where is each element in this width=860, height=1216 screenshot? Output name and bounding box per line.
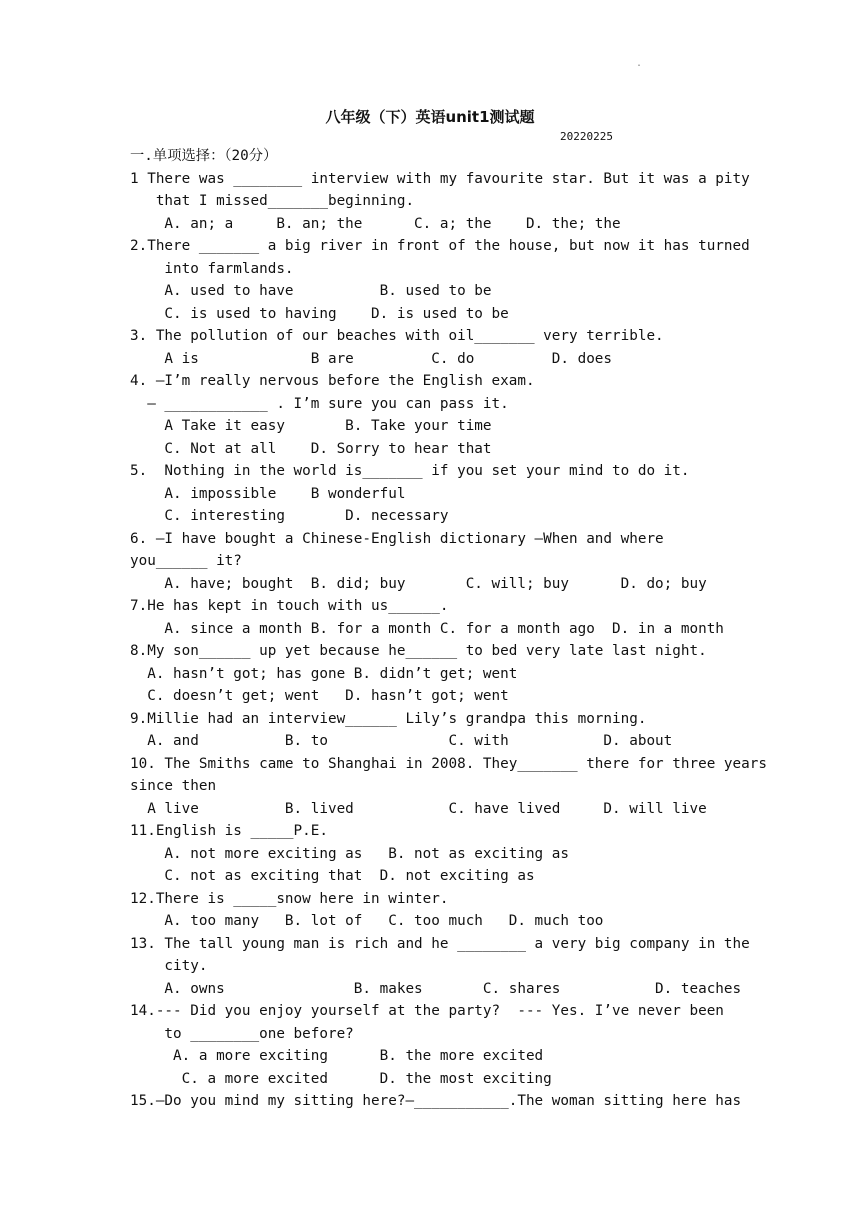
question-line: A live B. lived C. have lived D. will live	[130, 800, 707, 817]
question-line: A. too many B. lot of C. too much D. much too	[130, 913, 604, 929]
question-line: C. Not at all D. Sorry to hear that	[130, 440, 492, 457]
question-line: A. since a month B. for a month C. for a month ago D. in a month	[130, 620, 724, 637]
question-line: 7.He has kept in touch with us______.	[130, 598, 449, 614]
question-line: A. have; bought B. did; buy C. will; buy D. do; buy	[130, 575, 707, 592]
question-line: C. a more excited D. the most exciting	[130, 1070, 552, 1087]
question-line: C. not as exciting that D. not exciting as	[130, 868, 535, 884]
question-line: 1 There was ________ interview with my favourite star. But it was a pity	[130, 170, 750, 187]
question-line: 6. —I have bought a Chinese-English dictionary —When and where	[130, 530, 664, 547]
question-line: A. not more exciting as B. not as exciting as	[130, 845, 569, 862]
question-line: 12.There is _____snow here in winter.	[130, 890, 449, 907]
section-heading: 一.单项选择：（20分）	[130, 148, 278, 164]
question-line: A. a more exciting B. the more excited	[130, 1048, 544, 1064]
question-line: 13. The tall young man is rich and he ________ a very big company in the	[130, 935, 750, 952]
question-line: 14.--- Did you enjoy yourself at the party? --- Yes. I’ve never been	[130, 1003, 724, 1019]
question-line: that I missed_______beginning.	[130, 193, 415, 209]
question-line: A. used to have B. used to be	[130, 283, 492, 299]
question-line: into farmlands.	[130, 260, 294, 277]
question-line: 4. —I’m really nervous before the English exam.	[130, 373, 535, 389]
question-line: A. an; a B. an; the C. a; the D. the; the	[130, 215, 621, 232]
question-line: A is B are C. do D. does	[130, 350, 613, 367]
question-line: — ____________ . I’m sure you can pass it.	[130, 395, 509, 412]
question-line: C. interesting D. necessary	[130, 508, 449, 524]
question-line: 3. The pollution of our beaches with oil_______ very terrible.	[130, 328, 664, 344]
question-line: 9.Millie had an interview______ Lily’s grandpa this morning.	[130, 710, 647, 727]
page-dot: .	[636, 58, 643, 69]
question-line: A. hasn’t got; has gone B. didn’t get; went	[130, 665, 518, 682]
question-lines	[130, 168, 767, 1113]
question-line: C. doesn’t get; went D. hasn’t got; went	[130, 688, 509, 704]
date-label: 20220225	[560, 130, 613, 143]
question-line: A. and B. to C. with D. about	[130, 733, 673, 749]
question-line: city.	[130, 958, 208, 974]
question-line: since then	[130, 778, 217, 794]
question-line: 5. Nothing in the world is_______ if you set your mind to do it.	[130, 463, 690, 479]
question-line: 15.—Do you mind my sitting here?—___________.The woman sitting here has	[130, 1093, 742, 1109]
question-line: 10. The Smiths came to Shanghai in 2008. They_______ there for three years	[130, 755, 767, 772]
question-line: you______ it?	[130, 553, 242, 569]
question-line: 2.There _______ a big river in front of the house, but now it has turned	[130, 238, 750, 254]
question-line: A Take it easy B. Take your time	[130, 418, 492, 434]
question-line: 8.My son______ up yet because he______ to bed very late last night.	[130, 643, 707, 659]
question-line: C. is used to having D. is used to be	[130, 305, 509, 322]
question-line: to ________one before?	[130, 1025, 354, 1042]
question-line: 11.English is _____P.E.	[130, 823, 328, 839]
question-line: A. impossible B wonderful	[130, 485, 406, 502]
question-list	[130, 145, 767, 1113]
question-line: A. owns B. makes C. shares D. teaches	[130, 980, 742, 997]
page-title: 八年级（下）英语unit1测试题	[325, 108, 535, 126]
